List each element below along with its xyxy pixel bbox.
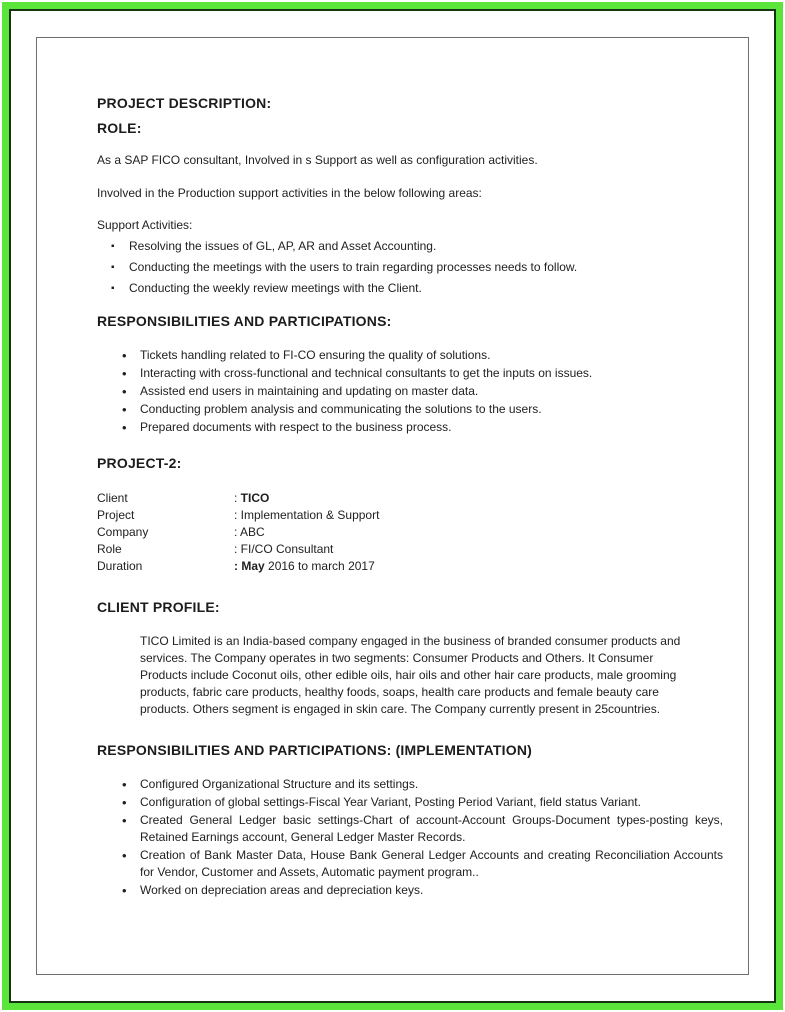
list-item: • Prepared documents with respect to the business process. bbox=[121, 419, 723, 436]
list-item: • Interacting with cross-functional and technical consultants to get the inputs on issues. bbox=[121, 365, 723, 382]
detail-value bbox=[234, 524, 265, 541]
detail-value-text: Implementation & Support bbox=[240, 508, 380, 522]
detail-row-role bbox=[97, 541, 723, 558]
detail-label: Company bbox=[97, 525, 149, 539]
responsibilities-list bbox=[121, 347, 723, 436]
heading-project-description: PROJECT DESCRIPTION: bbox=[97, 95, 272, 111]
list-item: ▪ Resolving the issues of GL, AP, AR and Asset Accounting. bbox=[111, 238, 723, 255]
detail-label: Duration bbox=[97, 559, 143, 573]
detail-value bbox=[234, 541, 333, 558]
project-2-details bbox=[97, 490, 723, 575]
intro-line-1: As a SAP FICO consultant, Involved in s Support as well as configuration activities. bbox=[97, 153, 538, 167]
intro-line-2: Involved in the Production support activities in the below following areas: bbox=[97, 186, 482, 200]
list-item: • Assisted end users in maintaining and updating on master data. bbox=[121, 383, 723, 400]
list-item: • Worked on depreciation areas and depreciation keys. bbox=[121, 882, 723, 899]
detail-value-bold: TICO bbox=[240, 491, 270, 505]
detail-label: Role bbox=[97, 542, 122, 556]
detail-value bbox=[234, 507, 379, 524]
detail-separator: : bbox=[234, 542, 241, 556]
list-item: ▪ Conducting the weekly review meetings with the Client. bbox=[111, 280, 723, 297]
detail-separator: : bbox=[234, 491, 241, 505]
heading-project-2: PROJECT-2: bbox=[97, 455, 182, 471]
detail-value-text: 2016 to march 2017 bbox=[264, 559, 375, 573]
list-item: • Created General Ledger basic settings-Chart of account-Account Groups-Document types-posting keys, Retained Earnings account, General Ledger Master Records. bbox=[121, 812, 723, 846]
detail-row-duration bbox=[97, 558, 723, 575]
detail-separator: : bbox=[234, 508, 241, 522]
heading-responsibilities-implementation: RESPONSIBILITIES AND PARTICIPATIONS: (IMPLEMENTATION) bbox=[97, 742, 533, 758]
detail-label: Project bbox=[97, 508, 135, 522]
list-item: • Conducting problem analysis and communicating the solutions to the users. bbox=[121, 401, 723, 418]
heading-client-profile: CLIENT PROFILE: bbox=[97, 599, 220, 615]
detail-row-client bbox=[97, 490, 723, 507]
detail-value-bold: : May bbox=[234, 559, 265, 573]
detail-value bbox=[234, 490, 269, 507]
detail-row-company bbox=[97, 524, 723, 541]
list-item: • Configuration of global settings-Fiscal Year Variant, Posting Period Variant, field status Variant. bbox=[121, 794, 723, 811]
heading-role: ROLE: bbox=[97, 120, 142, 136]
detail-value-text: ABC bbox=[240, 525, 265, 539]
detail-value bbox=[234, 558, 375, 575]
list-item: • Creation of Bank Master Data, House Bank General Ledger Accounts and creating Reconciliation Accounts for Vendor, Customer and Assets, Automatic payment program.. bbox=[121, 847, 723, 881]
implementation-list bbox=[121, 776, 723, 899]
list-item: • Tickets handling related to FI-CO ensuring the quality of solutions. bbox=[121, 347, 723, 364]
detail-separator: : bbox=[234, 525, 241, 539]
detail-row-project bbox=[97, 507, 723, 524]
heading-responsibilities: RESPONSIBILITIES AND PARTICIPATIONS: bbox=[97, 313, 392, 329]
support-activities-label: Support Activities: bbox=[97, 218, 193, 232]
document-page bbox=[36, 37, 749, 975]
client-profile-paragraph: TICO Limited is an India-based company engaged in the business of branded consumer products and services. The Company operates in two segments: Consumer Products and Others. It Consumer Products include Coconut oils, other edible oils, hair oils and other hair care products, male grooming products, fabric care products, healthy foods, soaps, health care products and female beauty care products. Others segment is engaged in skin care. The Company currently present in 25countries. bbox=[140, 634, 681, 716]
detail-label: Client bbox=[97, 491, 128, 505]
detail-value-text: FI/CO Consultant bbox=[240, 542, 334, 556]
list-item: ▪ Conducting the meetings with the users to train regarding processes needs to follow. bbox=[111, 259, 723, 276]
list-item: • Configured Organizational Structure and its settings. bbox=[121, 776, 723, 793]
support-activities-list bbox=[111, 238, 723, 297]
